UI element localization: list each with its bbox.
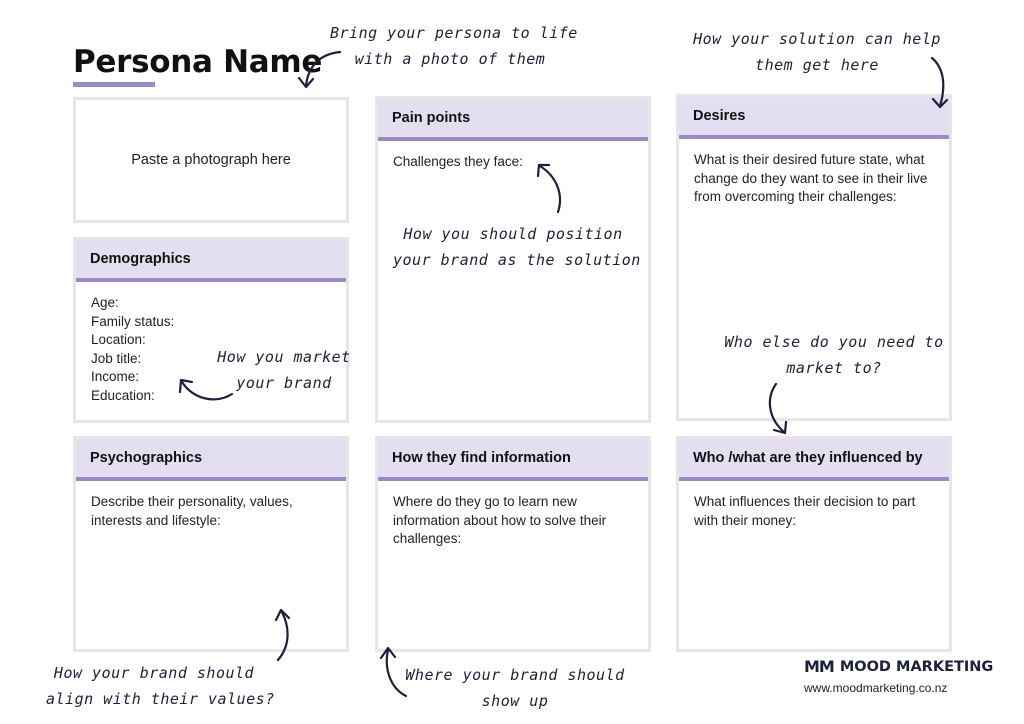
- mm-logo-icon: MM: [804, 657, 834, 676]
- who-else-annotation-arrow-icon: [762, 380, 798, 438]
- position-annotation-arrow-icon: [534, 160, 570, 214]
- solution-annotation: How your solution can help them get here: [693, 30, 941, 74]
- title-underline: [73, 82, 155, 87]
- psychographics-heading: Psychographics: [76, 439, 346, 481]
- brand-url[interactable]: www.moodmarketing.co.nz: [804, 681, 948, 695]
- position-annotation: How you should position your brand as the solution: [393, 225, 641, 269]
- photo-placeholder-text: Paste a photograph here: [131, 152, 291, 168]
- demographics-heading: Demographics: [76, 240, 346, 282]
- pain-points-heading: Pain points: [378, 99, 648, 141]
- market-annotation: How you market your brand: [217, 348, 351, 392]
- brand-name: MOOD MARKETING: [839, 658, 994, 675]
- influenced-by-box: [676, 436, 952, 652]
- market-annotation-arrow-icon: [176, 370, 236, 404]
- who-else-annotation: Who else do you need to market to?: [724, 333, 944, 377]
- photo-annotation-arrow-icon: [296, 46, 346, 92]
- values-annotation: How your brand should align with their values?: [46, 664, 275, 708]
- show-up-annotation-arrow-icon: [378, 644, 412, 700]
- persona-name-title: Persona Name: [73, 44, 323, 80]
- brand-logo: [804, 657, 993, 676]
- psychographics-body[interactable]: Describe their personality, values, interests and lifestyle:: [91, 494, 293, 528]
- demographics-field[interactable]: Education:: [91, 387, 155, 403]
- desires-body[interactable]: What is their desired future state, what change do they want to see in their live from overcoming their challenges:: [694, 152, 928, 204]
- demographics-field[interactable]: Family status:: [91, 313, 175, 329]
- find-information-body[interactable]: Where do they go to learn new information about how to solve their challenges:: [393, 494, 607, 546]
- values-annotation-arrow-icon: [266, 606, 296, 664]
- demographics-field[interactable]: Location:: [91, 332, 146, 347]
- show-up-annotation: Where your brand should show up: [405, 666, 625, 710]
- demographics-field[interactable]: Age:: [91, 295, 119, 310]
- pain-points-body[interactable]: Challenges they face:: [393, 154, 523, 169]
- photo-annotation: Bring your persona to life with a photo of them: [330, 24, 578, 68]
- influenced-by-heading: Who /what are they influenced by: [679, 439, 949, 481]
- demographics-field[interactable]: Job title:: [91, 350, 142, 366]
- desires-heading: Desires: [679, 97, 949, 139]
- demographics-field[interactable]: Income:: [91, 369, 140, 384]
- photo-box[interactable]: [73, 97, 349, 223]
- psychographics-box: [73, 436, 349, 652]
- solution-annotation-arrow-icon: [922, 54, 952, 112]
- find-information-box: [375, 436, 651, 652]
- influenced-by-body[interactable]: What influences their decision to part with their money:: [694, 494, 916, 528]
- find-information-heading: How they find information: [378, 439, 648, 481]
